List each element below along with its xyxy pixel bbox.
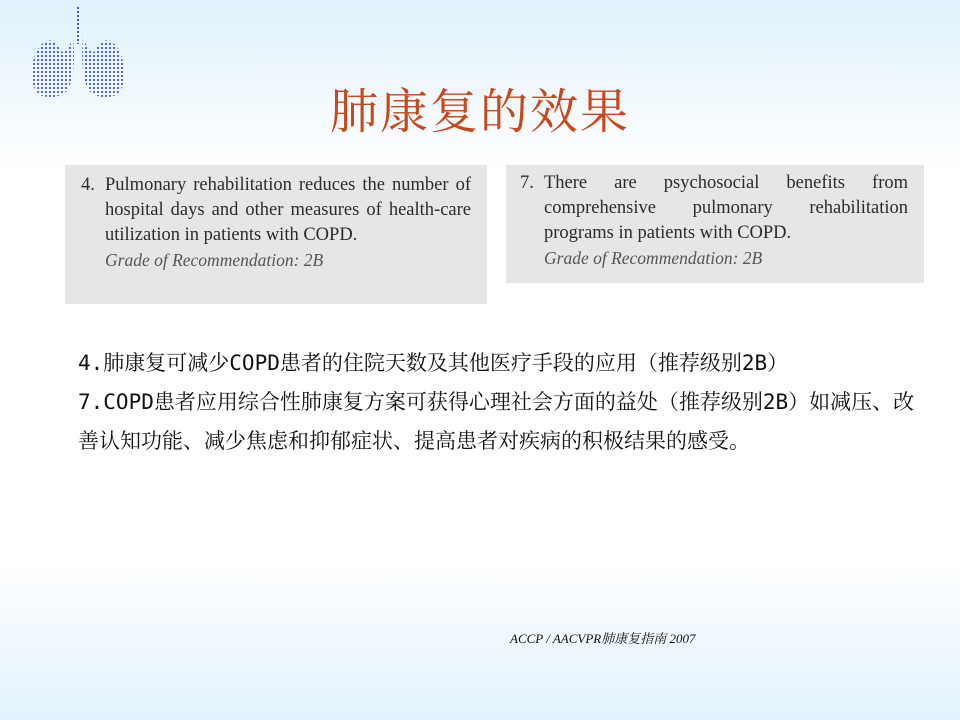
chinese-summary: [78, 344, 918, 461]
excerpt-number: 4.: [81, 175, 95, 195]
excerpt-number: 7.: [520, 173, 534, 193]
summary-item-4: 4.肺康复可减少COPD患者的住院天数及其他医疗手段的应用（推荐级别2B）: [78, 351, 789, 375]
guideline-excerpt-7: [506, 165, 924, 283]
excerpt-text: There are psychosocial benefits from comprehensive pulmonary rehabilitation programs in patients with COPD.: [544, 173, 908, 243]
citation: ACCP / AACVPR肺康复指南 2007: [510, 631, 696, 646]
guideline-excerpt-4: [65, 165, 487, 304]
slide-title: 肺康复的效果: [329, 84, 630, 140]
excerpt-grade: Grade of Recommendation: 2B: [544, 248, 763, 268]
excerpt-text: Pulmonary rehabilitation reduces the number of hospital days and other measures of health-care utilization in patients with COPD.: [105, 175, 471, 245]
summary-item-7: 7.COPD患者应用综合性肺康复方案可获得心理社会方面的益处（推荐级别2B）如减压、改善认知功能、减少焦虑和抑郁症状、提高患者对疾病的积极结果的感受。: [78, 390, 915, 453]
excerpt-grade: Grade of Recommendation: 2B: [105, 250, 324, 270]
